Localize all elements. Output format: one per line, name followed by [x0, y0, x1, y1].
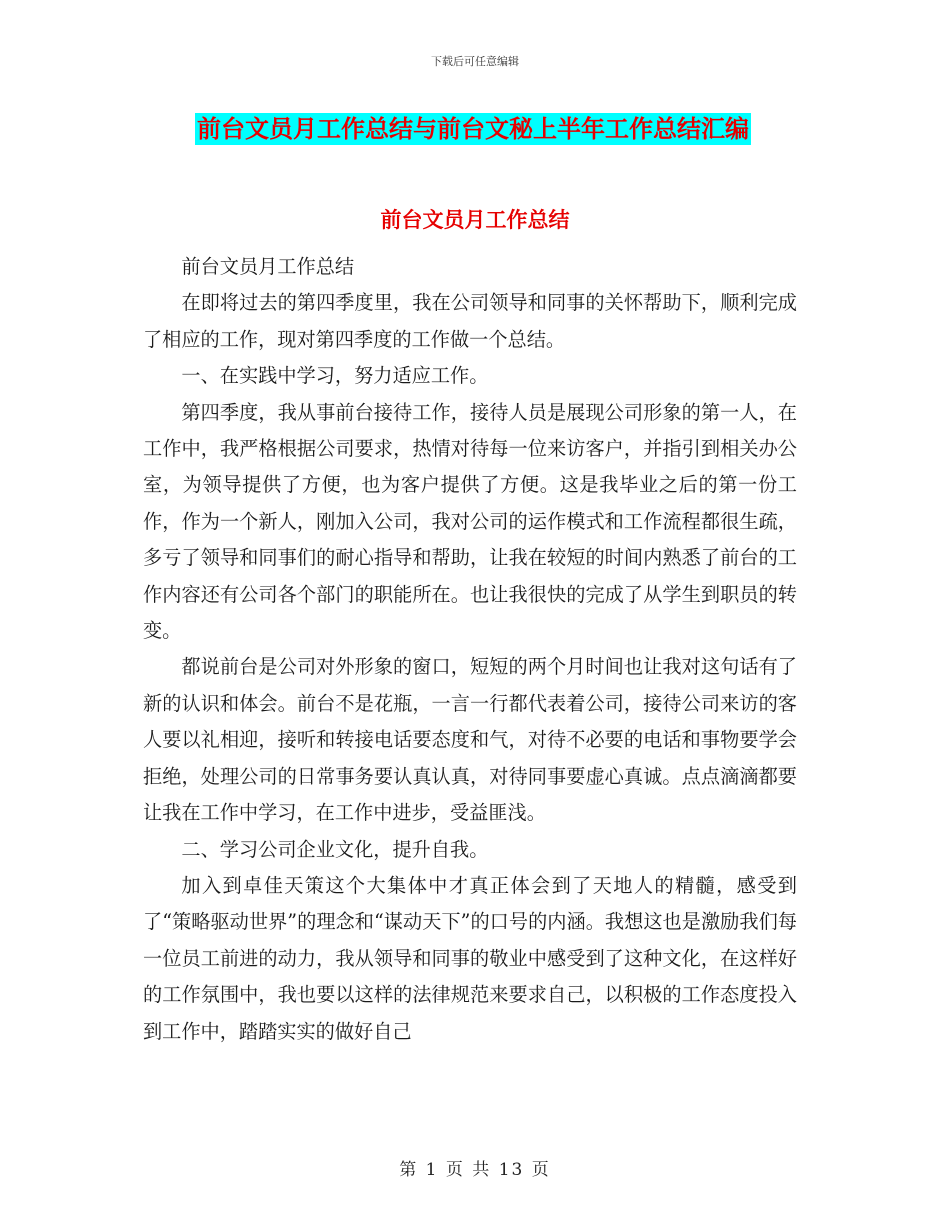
paragraph: 在即将过去的第四季度里，我在公司领导和同事的关怀帮助下，顺利完成了相应的工作，现对第四季度的工作做一个总结。: [143, 291, 797, 351]
paragraph: 第四季度，我从事前台接待工作，接待人员是展现公司形象的第一人，在工作中，我严格根据公司要求，热情对待每一位来访客户，并指引到相关办公室，为领导提供了方便，也为客户提供了方便。这是我毕业之后的第一份工作，作为一个新人，刚加入公司，我对公司的运作模式和工作流程都很生疏，多亏了领导和同事们的耐心指导和帮助，让我在较短的时间内熟悉了前台的工作内容还有公司各个部门的职能所在。也让我很快的完成了从学生到职员的转变。: [143, 400, 797, 643]
paragraph: 前台文员月工作总结: [181, 255, 355, 278]
paragraph: 二、学习公司企业文化，提升自我。: [181, 837, 489, 861]
document-body: [143, 249, 797, 1050]
page-header-note: 下载后可任意编辑: [431, 55, 519, 68]
document-title: 前台文员月工作总结与前台文秘上半年工作总结汇编: [197, 115, 749, 143]
paragraph: 加入到卓佳天策这个大集体中才真正体会到了天地人的精髓，感受到了“策略驱动世界”的理念和“谋动天下”的口号的内涵。我想这也是激励我们每一位员工前进的动力，我从领导和同事的敬业中感受到了这种文化，在这样好的工作氛围中，我也要以这样的法律规范来要求自己，以积极的工作态度投入到工作中，踏踏实实的做好自己: [143, 873, 797, 1043]
paragraph: 都说前台是公司对外形象的窗口，短短的两个月时间也让我对这句话有了新的认识和体会。前台不是花瓶，一言一行都代表着公司，接待公司来访的客人要以礼相迎，接听和转接电话要态度和气，对待不必要的电话和事物要学会拒绝，处理公司的日常事务要认真认真，对待同事要虚心真诚。点点滴滴都要让我在工作中学习，在工作中进步，受益匪浅。: [143, 655, 797, 825]
section-title: 前台文员月工作总结: [380, 208, 570, 232]
page-number-footer: 第 1 页 共 13 页: [399, 1160, 551, 1180]
paragraph: 一、在实践中学习，努力适应工作。: [181, 364, 489, 388]
